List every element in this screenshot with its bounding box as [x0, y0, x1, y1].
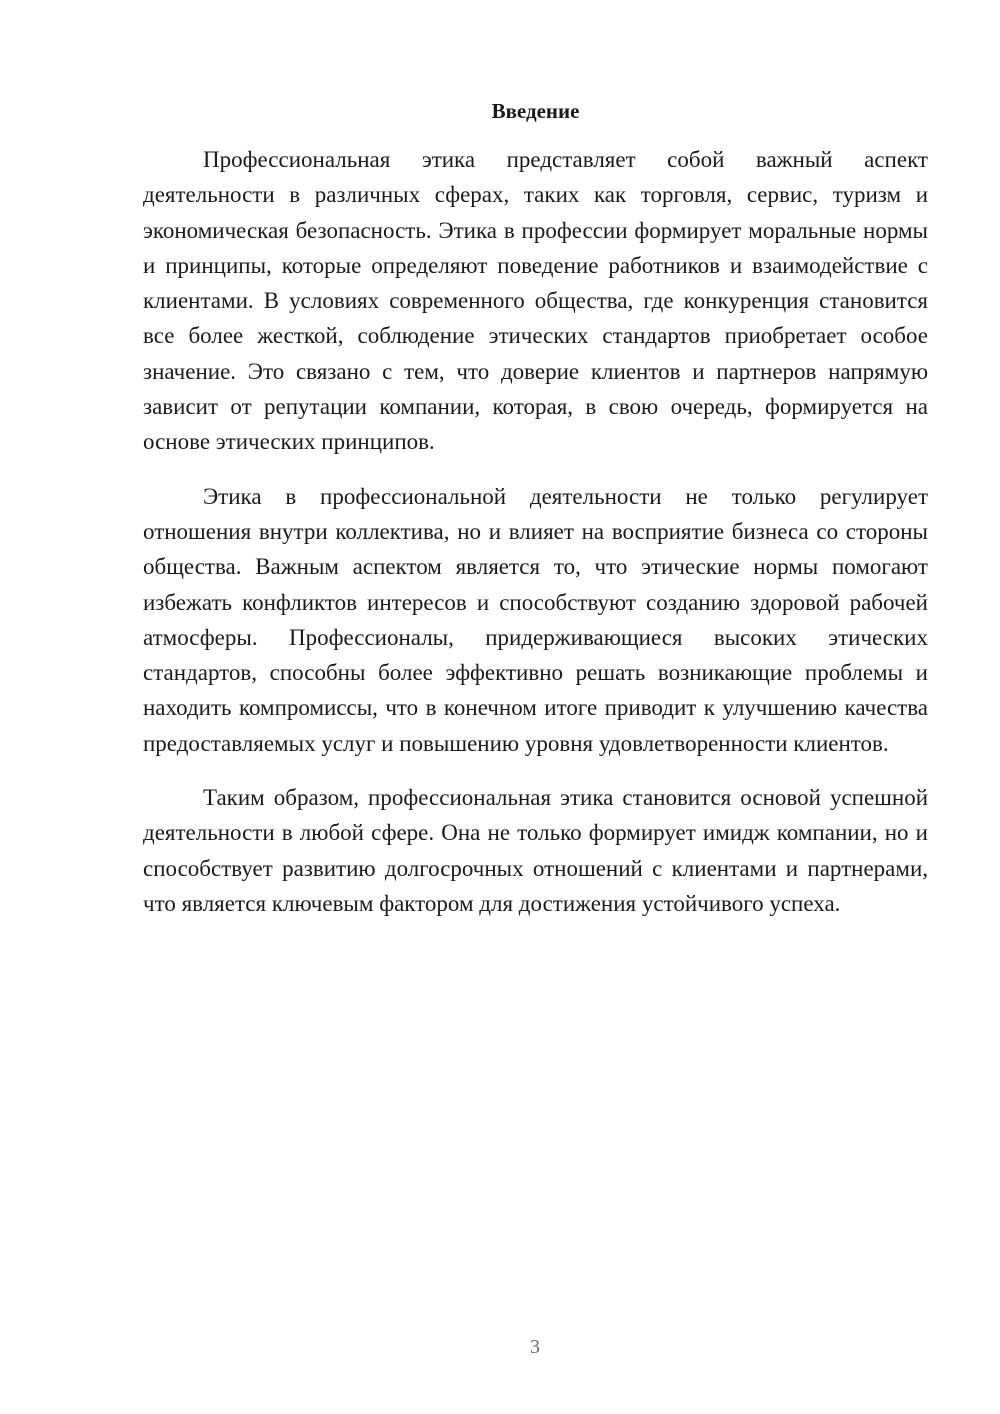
body-text	[143, 142, 928, 940]
section-heading: Введение	[491, 99, 580, 123]
paragraph-2: Этика в профессиональной деятельности не только регулирует отношения внутри коллектива, но и влияет на восприятие бизнеса со стороны общества. Важным аспектом является то, что этические нормы помогают избежать конфликтов интересов и способствуют созданию здоровой рабочей атмосферы. Профессионалы, придерживающиеся высоких этических стандартов, способны более эффективно решать возникающие проблемы и находить компромиссы, что в конечном итоге приводит к улучшению качества предоставляемых услуг и повышению уровня удовлетворенности клиентов.	[143, 483, 928, 756]
paragraph-1: Профессиональная этика представляет собой важный аспект деятельности в различных сферах, таких как торговля, сервис, туризм и экономическая безопасность. Этика в профессии формирует моральные нормы и принципы, которые определяют поведение работников и взаимодействие с клиентами. В условиях современного общества, где конкуренция становится все более жесткой, соблюдение этических стандартов приобретает особое значение. Это связано с тем, что доверие клиентов и партнеров напрямую зависит от репутации компании, которая, в свою очередь, формируется на основе этических принципов.	[143, 147, 928, 455]
paragraph-3: Таким образом, профессиональная этика становится основой успешной деятельности в любой сфере. Она не только формирует имидж компании, но и способствует развитию долгосрочных отношений с клиентами и партнерами, что является ключевым фактором для достижения устойчивого успеха.	[143, 785, 928, 916]
page-number: 3	[530, 1336, 540, 1358]
